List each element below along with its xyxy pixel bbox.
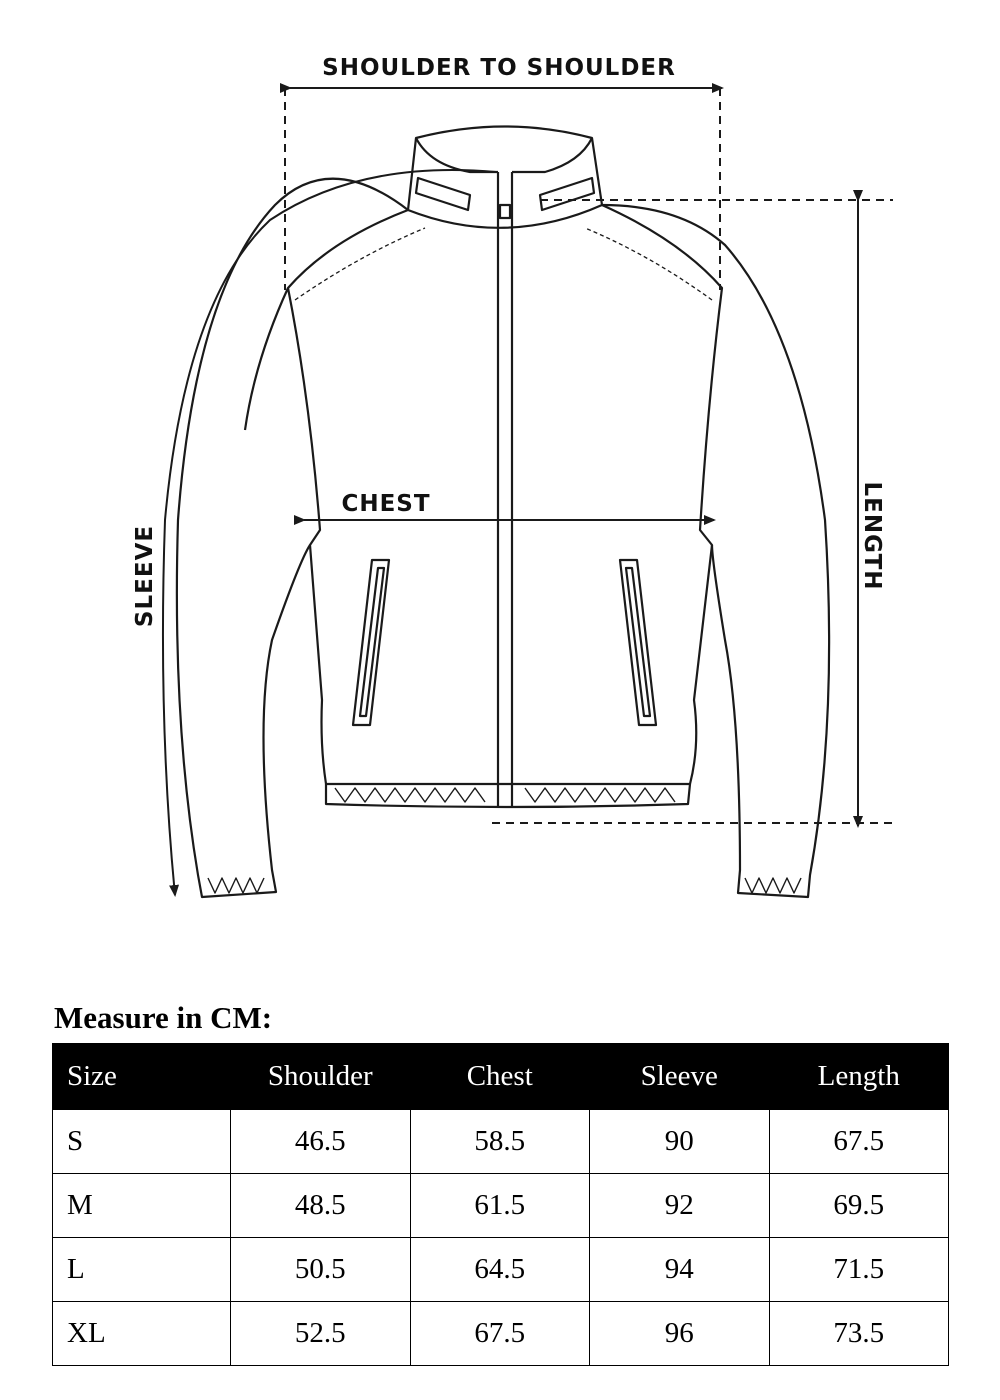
cell-shoulder: 48.5: [231, 1174, 411, 1238]
table-row: [53, 1174, 949, 1238]
collar-top-fold: [416, 138, 592, 172]
header-sleeve: Sleeve: [590, 1044, 770, 1110]
left-pocket: [353, 560, 389, 725]
shoulder-label: SHOULDER TO SHOULDER: [322, 55, 676, 81]
zipper-pull: [500, 205, 510, 218]
cell-size: S: [53, 1110, 231, 1174]
left-yoke-seam: [295, 228, 425, 300]
right-sleeve: [602, 205, 829, 897]
cell-chest: 61.5: [410, 1174, 590, 1238]
table-row: [53, 1110, 949, 1174]
header-length: Length: [769, 1044, 949, 1110]
jacket-outline: [177, 127, 829, 898]
collar-slot-right: [540, 178, 594, 210]
length-label: LENGTH: [859, 481, 885, 591]
chest-label: CHEST: [341, 491, 431, 517]
cell-sleeve: 90: [590, 1110, 770, 1174]
measurement-labels: [132, 55, 885, 627]
cell-chest: 58.5: [410, 1110, 590, 1174]
cell-length: 71.5: [769, 1238, 949, 1302]
collar: [408, 127, 602, 228]
cell-chest: 67.5: [410, 1302, 590, 1366]
right-yoke-seam: [585, 228, 712, 300]
cell-shoulder: 50.5: [231, 1238, 411, 1302]
header-shoulder: Shoulder: [231, 1044, 411, 1110]
table-row: [53, 1238, 949, 1302]
right-cuff-stitch: [745, 878, 801, 893]
cell-sleeve: 96: [590, 1302, 770, 1366]
hem-stitch: [335, 788, 675, 802]
left-cuff-stitch: [208, 878, 264, 893]
sleeve-label: SLEEVE: [132, 524, 158, 628]
cell-shoulder: 46.5: [231, 1110, 411, 1174]
cell-size: M: [53, 1174, 231, 1238]
cell-length: 73.5: [769, 1302, 949, 1366]
cell-sleeve: 94: [590, 1238, 770, 1302]
table-header-row: [53, 1044, 949, 1110]
cell-length: 69.5: [769, 1174, 949, 1238]
center-zipper: [498, 172, 512, 808]
cell-shoulder: 52.5: [231, 1302, 411, 1366]
sleeve-arrow: [163, 170, 496, 895]
table-row: [53, 1302, 949, 1366]
header-chest: Chest: [410, 1044, 590, 1110]
header-size: Size: [53, 1044, 231, 1110]
cell-size: XL: [53, 1302, 231, 1366]
cell-length: 67.5: [769, 1110, 949, 1174]
cell-chest: 64.5: [410, 1238, 590, 1302]
collar-slot-left: [416, 178, 470, 210]
table-title: Measure in CM:: [54, 1000, 273, 1035]
right-pocket: [620, 560, 656, 725]
size-table: [52, 1043, 949, 1366]
cell-sleeve: 92: [590, 1174, 770, 1238]
cell-size: L: [53, 1238, 231, 1302]
